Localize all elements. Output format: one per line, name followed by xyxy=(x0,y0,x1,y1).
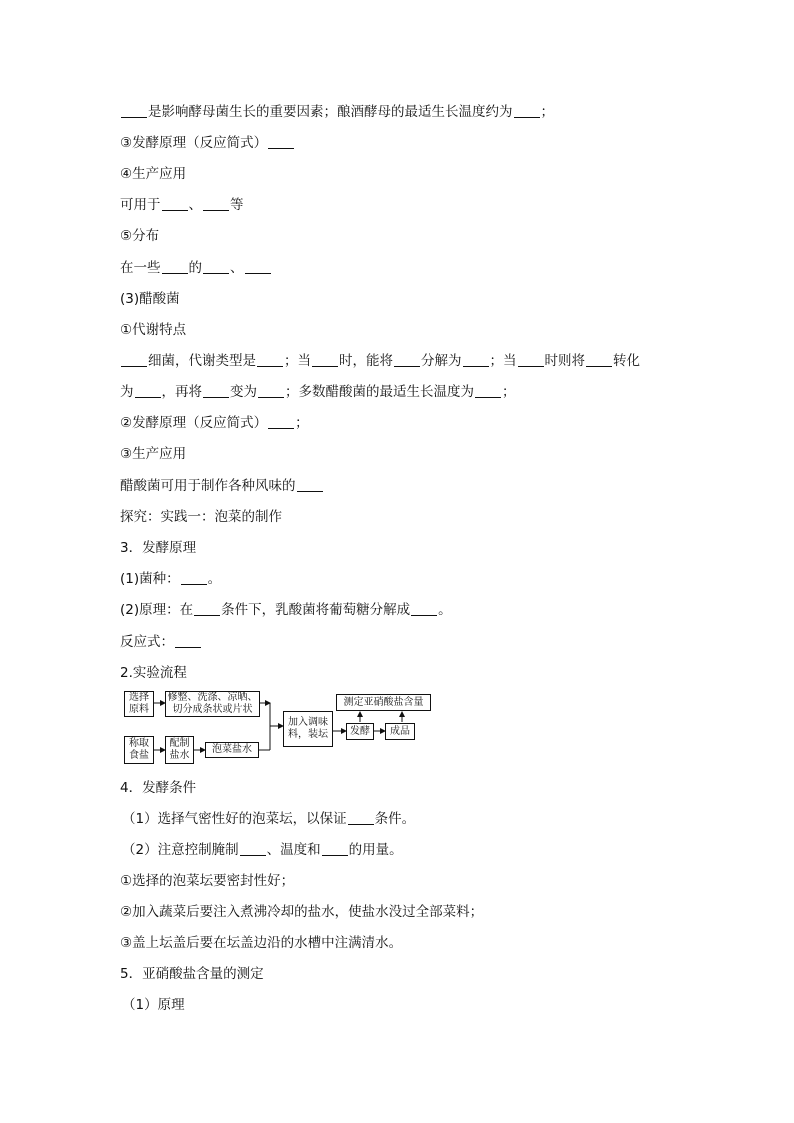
text-segment: ①选择的泡菜坛要密封性好； xyxy=(120,873,295,889)
text-segment: 4．发酵条件 xyxy=(120,780,197,796)
text-line xyxy=(120,321,186,339)
text-segment: （1）选择气密性好的泡菜坛，以保证 xyxy=(122,811,347,827)
text-segment: ⑤分布 xyxy=(120,228,160,244)
text-segment: 分解为 xyxy=(421,353,462,369)
text-line xyxy=(120,196,244,214)
text-segment: 等 xyxy=(230,197,244,213)
text-segment: 在一些 xyxy=(120,260,161,276)
text-segment: 、温度和 xyxy=(266,842,321,858)
text-line xyxy=(120,227,159,245)
text-line xyxy=(120,508,282,526)
text-line xyxy=(120,352,640,370)
text-segment: 。 xyxy=(207,571,222,587)
fill-in-blank xyxy=(312,353,338,367)
fill-in-blank xyxy=(162,260,188,274)
text-segment: ④生产应用 xyxy=(120,166,187,182)
text-segment: ③生产应用 xyxy=(120,446,187,462)
fill-in-blank xyxy=(297,478,323,492)
fill-in-blank xyxy=(121,353,147,367)
text-line xyxy=(120,165,186,183)
text-segment: 可用于 xyxy=(120,197,161,213)
flow-label: 配制 xyxy=(169,738,190,749)
flow-label: 食盐 xyxy=(129,750,149,761)
text-line xyxy=(120,103,554,121)
flow-label: 成品 xyxy=(390,725,410,737)
text-segment: （1）原理 xyxy=(122,997,185,1013)
text-line xyxy=(120,664,187,682)
fill-in-blank xyxy=(194,602,220,616)
text-line xyxy=(120,570,221,588)
text-segment: 时，能将 xyxy=(339,353,393,369)
text-segment: 转化 xyxy=(613,353,640,369)
text-line xyxy=(120,134,295,152)
text-segment: 3．发酵原理 xyxy=(120,540,197,556)
fill-in-blank xyxy=(121,104,147,118)
text-segment: 2.实验流程 xyxy=(120,665,187,681)
text-segment: (1)菌种： xyxy=(120,571,180,587)
text-segment: ；当 xyxy=(489,353,517,369)
text-segment: ； xyxy=(295,415,309,431)
flow-label: 选择 xyxy=(129,692,149,703)
text-segment: ③盖上坛盖后要在坛盖边沿的水槽中注满清水。 xyxy=(120,935,403,951)
text-line xyxy=(120,601,452,619)
flow-box-product xyxy=(385,723,415,740)
flowchart xyxy=(120,689,440,765)
flow-label: 称取 xyxy=(129,738,149,749)
text-segment: 、 xyxy=(188,197,202,213)
flow-label: 加入调味 xyxy=(288,717,328,728)
flow-label: 原料 xyxy=(129,704,149,715)
flow-label: 泡菜盐水 xyxy=(212,744,252,755)
text-line xyxy=(120,539,196,557)
text-segment: 细菌，代谢类型是 xyxy=(148,353,256,369)
fill-in-blank xyxy=(175,634,201,648)
text-segment: 醋酸菌可用于制作各种风味的 xyxy=(120,478,296,494)
text-line xyxy=(120,414,309,432)
text-line xyxy=(120,903,483,921)
text-segment: ，再将 xyxy=(161,384,202,400)
flow-label: 切分成条状或片状 xyxy=(172,704,253,715)
text-segment: （2）注意控制腌制 xyxy=(122,842,239,858)
text-line xyxy=(122,841,403,859)
fill-in-blank xyxy=(268,415,294,429)
text-segment: ； xyxy=(502,384,516,400)
flow-box-weigh-salt xyxy=(124,736,154,764)
fill-in-blank xyxy=(475,384,501,398)
fill-in-blank xyxy=(203,197,229,211)
text-line xyxy=(120,965,264,983)
text-line xyxy=(120,779,196,797)
text-line xyxy=(120,633,202,651)
fill-in-blank xyxy=(322,842,348,856)
text-segment: 是影响酵母菌生长的重要因素；酿酒酵母的最适生长温度约为 xyxy=(148,104,513,120)
text-line xyxy=(122,810,415,828)
fill-in-blank xyxy=(203,260,229,274)
text-segment: 条件下，乳酸菌将葡萄糖分解成 xyxy=(221,602,411,618)
text-segment: ①代谢特点 xyxy=(120,322,187,338)
text-segment: 。 xyxy=(438,602,452,618)
flow-box-trim-wash xyxy=(165,691,260,717)
fill-in-blank xyxy=(348,811,374,825)
text-segment: 变为 xyxy=(230,384,257,400)
flow-label: 测定亚硝酸盐含量 xyxy=(343,696,424,708)
text-line xyxy=(120,872,294,890)
fill-in-blank xyxy=(268,135,294,149)
flow-box-measure-nitrite xyxy=(336,694,431,711)
text-segment: 条件。 xyxy=(374,811,416,827)
text-segment: ；多数醋酸菌的最适生长温度为 xyxy=(285,384,474,400)
text-line xyxy=(120,445,186,463)
flow-label: 修整、洗涤、凉晒、 xyxy=(167,692,258,703)
text-segment: 、 xyxy=(230,260,244,276)
fill-in-blank xyxy=(258,384,284,398)
text-segment: ②加入蔬菜后要注入煮沸冷却的盐水，使盐水没过全部菜料； xyxy=(120,904,484,920)
fill-in-blank xyxy=(203,384,229,398)
fill-in-blank xyxy=(586,353,612,367)
flow-label: 料，装坛 xyxy=(288,729,328,740)
text-line xyxy=(120,383,516,401)
text-segment: 的 xyxy=(188,260,202,276)
flow-label: 发酵 xyxy=(350,725,370,737)
text-segment: 探究：实践一：泡菜的制作 xyxy=(120,509,282,525)
text-line xyxy=(120,477,324,495)
flow-box-prepare-brine xyxy=(165,736,194,764)
text-segment: 反应式： xyxy=(120,634,174,650)
fill-in-blank xyxy=(518,353,544,367)
flow-box-pickle-brine xyxy=(205,742,259,758)
fill-in-blank xyxy=(162,197,188,211)
text-segment: ； xyxy=(540,104,554,120)
text-line xyxy=(120,934,402,952)
flow-box-season-jar xyxy=(283,711,333,747)
text-segment: ③发酵原理（反应简式） xyxy=(120,135,268,151)
text-segment: 时则将 xyxy=(544,353,585,369)
flow-box-select-material xyxy=(124,691,154,717)
text-segment: (3)醋酸菌 xyxy=(120,291,180,307)
fill-in-blank xyxy=(463,353,489,367)
text-segment: 的用量。 xyxy=(348,842,403,858)
text-segment: ；当 xyxy=(284,353,311,369)
fill-in-blank xyxy=(394,353,420,367)
fill-in-blank xyxy=(514,104,540,118)
fill-in-blank xyxy=(245,260,271,274)
text-segment: 5．亚硝酸盐含量的测定 xyxy=(120,966,264,982)
text-segment: (2)原理：在 xyxy=(120,602,194,618)
fill-in-blank xyxy=(411,602,437,616)
text-line xyxy=(120,290,180,308)
text-segment: 为 xyxy=(120,384,134,400)
text-line xyxy=(122,996,185,1014)
fill-in-blank xyxy=(257,353,283,367)
fill-in-blank xyxy=(135,384,161,398)
fill-in-blank xyxy=(181,571,207,585)
fill-in-blank xyxy=(240,842,266,856)
flow-label: 盐水 xyxy=(169,750,190,761)
text-segment: ②发酵原理（反应简式） xyxy=(120,415,268,431)
flow-box-ferment xyxy=(346,723,374,740)
text-line xyxy=(120,259,272,277)
